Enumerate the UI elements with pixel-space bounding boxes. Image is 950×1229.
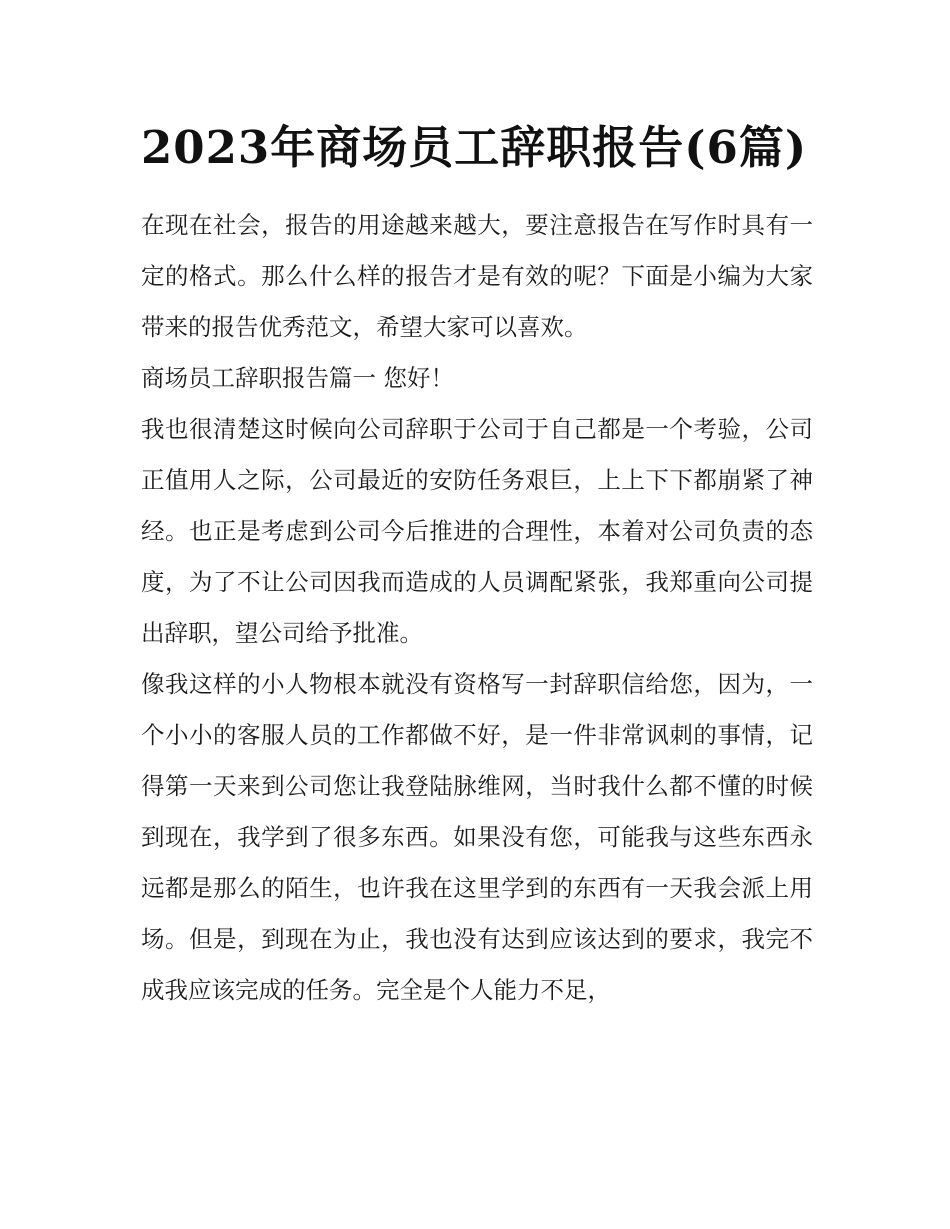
document-body (141, 200, 813, 1016)
document-title: 2023年商场员工辞职报告(6篇) (141, 121, 808, 174)
section-heading-paragraph: 商场员工辞职报告篇一 您好！ (141, 364, 454, 392)
intro-paragraph: 在现在社会，报告的用途越来越大，要注意报告在写作时具有一定的格式。那么什么样的报告才是有效的呢？下面是小编为大家带来的报告优秀范文，希望大家可以喜欢。 (141, 211, 813, 341)
document-content (141, 112, 813, 1016)
body-paragraph: 我也很清楚这时候向公司辞职于公司于自己都是一个考验，公司正值用人之际，公司最近的安防任务艰巨，上上下下都崩紧了神经。也正是考虑到公司今后推进的合理性，本着对公司负责的态度，为了不让公司因我而造成的人员调配紧张，我郑重向公司提出辞职，望公司给予批准。 (141, 415, 813, 647)
body-paragraph: 像我这样的小人物根本就没有资格写一封辞职信给您，因为，一个小小的客服人员的工作都做不好，是一件非常讽刺的事情，记得第一天来到公司您让我登陆脉维网，当时我什么都不懂的时候到现在，我学到了很多东西。如果没有您，可能我与这些东西永远都是那么的陌生，也许我在这里学到的东西有一天我会派上用场。但是，到现在为止，我也没有达到应该达到的要求，我完不成我应该完成的任务。完全是个人能力不足， (141, 670, 813, 1004)
